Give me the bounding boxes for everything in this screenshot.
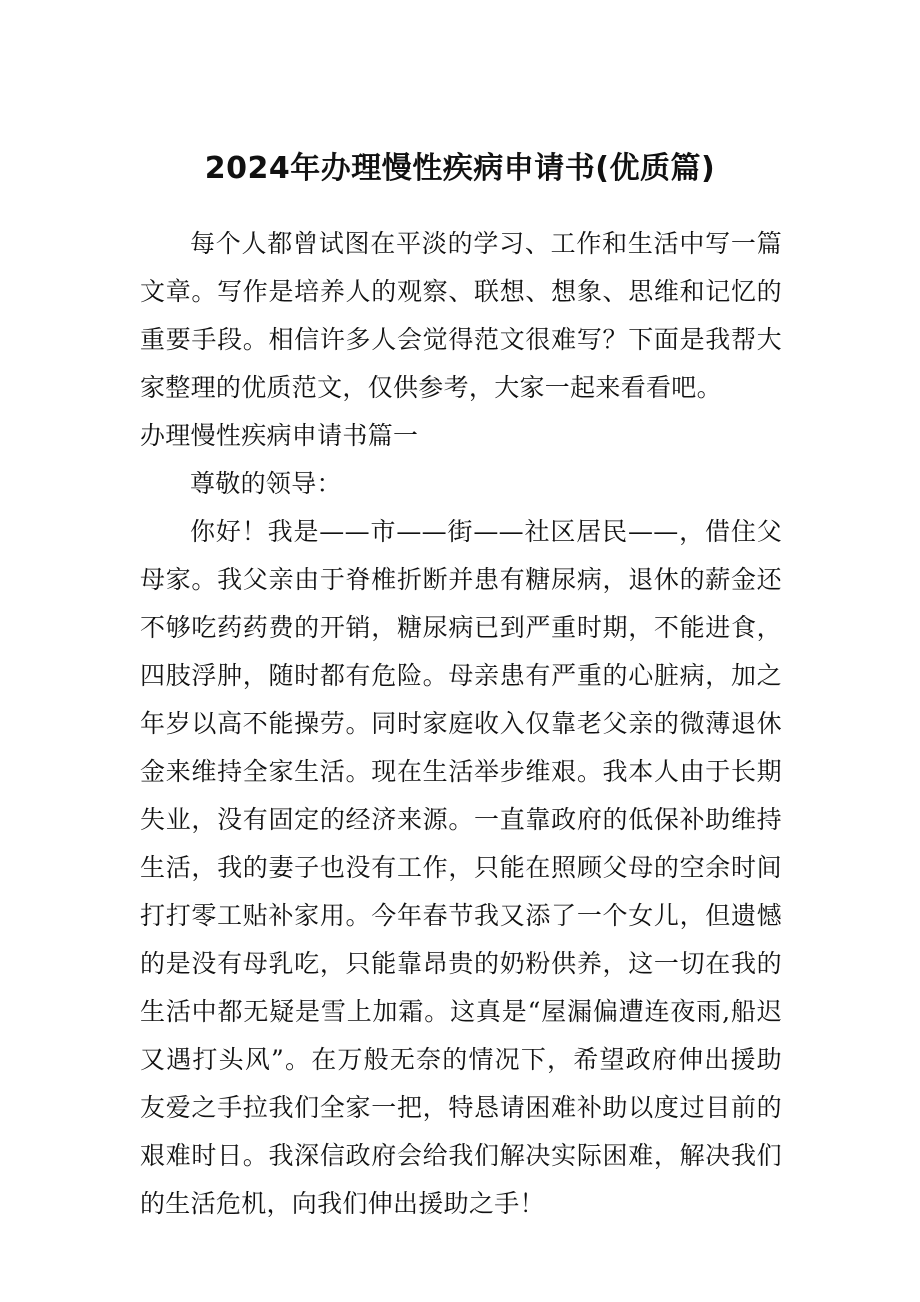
intro-paragraph: 每个人都曾试图在平淡的学习、工作和生活中写一篇文章。写作是培养人的观察、联想、想象、思维和记忆的重要手段。相信许多人会觉得范文很难写？下面是我帮大家整理的优质范文，仅供参考，大家一起来看看吧。 — [140, 229, 782, 402]
section-heading: 办理慢性疾病申请书篇一 — [140, 421, 419, 450]
document-title: 2024年办理慢性疾病申请书(优质篇) — [204, 151, 716, 186]
letter-body-paragraph: 你好！我是——市——街——社区居民——，借住父母家。我父亲由于脊椎折断并患有糖尿病，退休的薪金还不够吃药药费的开销，糖尿病已到严重时期，不能进食，四肢浮肿，随时都有危险。母亲患有严重的心脏病，加之年岁以高不能操劳。同时家庭收入仅靠老父亲的微薄退休金来维持全家生活。现在生活举步维艰。我本人由于长期失业，没有固定的经济来源。一直靠政府的低保补助维持生活，我的妻子也没有工作，只能在照顾父母的空余时间打打零工贴补家用。今年春节我又添了一个女儿，但遗憾的是没有母乳吃，只能靠昂贵的奶粉供养，这一切在我的生活中都无疑是雪上加霜。这真是“屋漏偏遭连夜雨,船迟又遇打头风”。在万般无奈的情况下，希望政府伸出援助友爱之手拉我们全家一把，特恳请困难补助以度过目前的艰难时日。我深信政府会给我们解决实际困难，解决我们的生活危机，向我们伸出援助之手！ — [140, 517, 782, 1218]
letter-greeting: 尊敬的领导： — [190, 469, 342, 498]
